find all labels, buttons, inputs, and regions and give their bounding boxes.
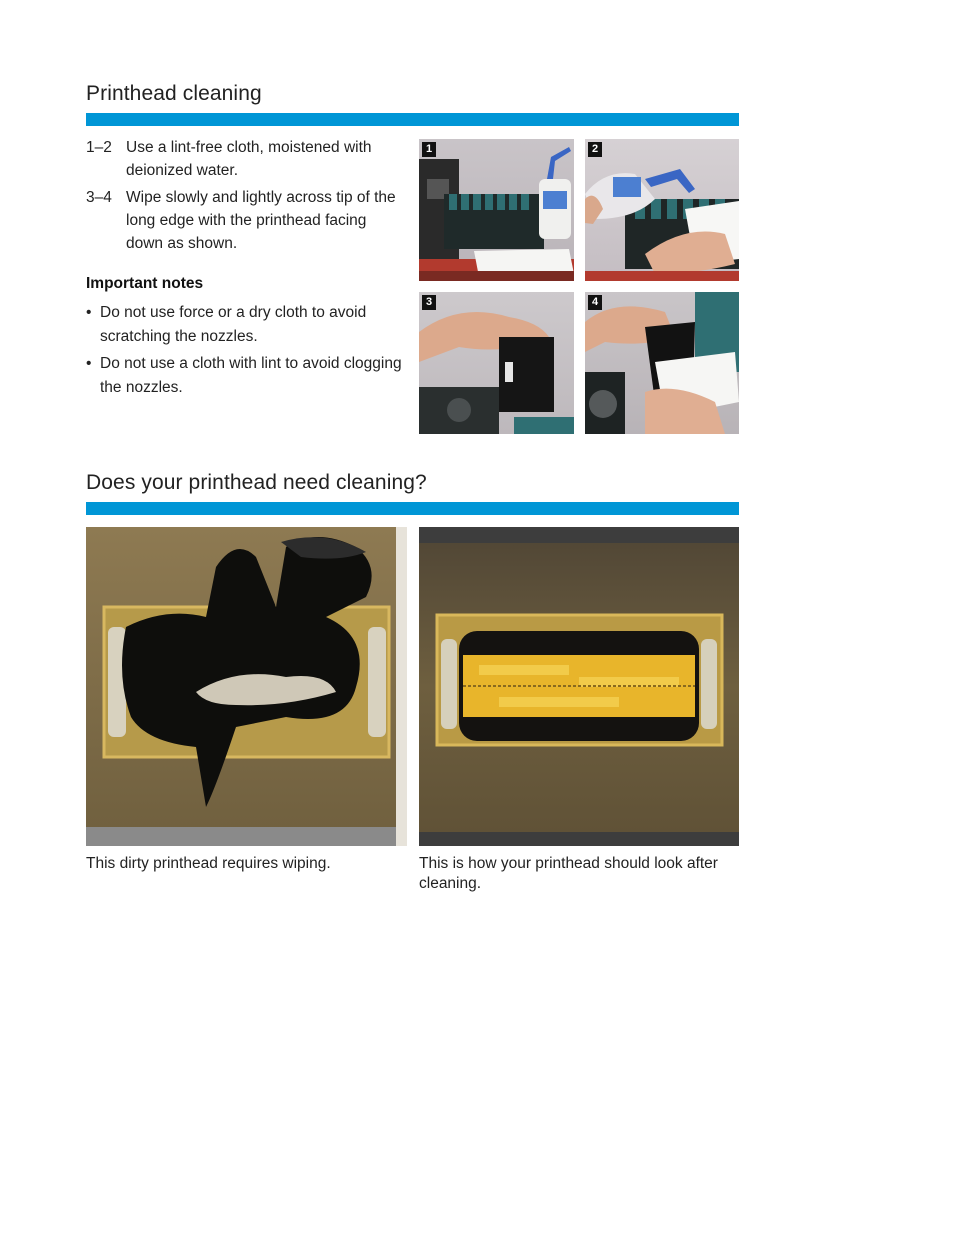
note-text: Do not use force or a dry cloth to avoid scratching the nozzles.	[100, 304, 367, 345]
wipe-printhead-photo	[585, 292, 739, 434]
section-divider-bar	[86, 113, 739, 126]
step-photo-1	[419, 139, 574, 281]
hand-printhead-photo	[419, 292, 574, 434]
section-title-printhead-check: Does your printhead need cleaning?	[86, 471, 427, 494]
caption-clean-printhead: This is how your printhead should look after cleaning.	[419, 855, 718, 892]
step-text: Wipe slowly and lightly across tip of the long edge with the printhead facing down as shown.	[126, 189, 396, 252]
clean-printhead-icon	[419, 527, 739, 846]
bullet-icon: •	[86, 355, 92, 372]
dirty-printhead-icon	[86, 527, 407, 846]
note-text: Do not use a cloth with lint to avoid clogging the nozzles.	[100, 355, 402, 396]
cloth-moisten-photo	[585, 139, 739, 281]
step-photo-4	[585, 292, 739, 434]
bullet-icon: •	[86, 304, 92, 321]
step-photo-3	[419, 292, 574, 434]
step-text: Use a lint-free cloth, moistened with deionized water.	[126, 139, 372, 179]
photo-badge: 4	[588, 295, 602, 310]
clean-printhead-photo	[419, 527, 739, 846]
section-divider-bar	[86, 502, 739, 515]
step-1-2	[86, 136, 404, 182]
step-photo-2	[585, 139, 739, 281]
photo-badge: 2	[588, 142, 602, 157]
step-number: 3–4	[86, 189, 112, 206]
important-notes-heading: Important notes	[86, 275, 204, 292]
photo-badge: 3	[422, 295, 436, 310]
dirty-printhead-photo	[86, 527, 407, 846]
photo-badge: 1	[422, 142, 436, 157]
note-item	[86, 352, 406, 399]
step-number: 1–2	[86, 139, 112, 156]
printer-bottle-photo	[419, 139, 574, 281]
section-title-printhead-cleaning: Printhead cleaning	[86, 82, 262, 105]
caption-dirty-printhead: This dirty printhead requires wiping.	[86, 855, 331, 872]
note-item	[86, 301, 406, 348]
step-3-4	[86, 186, 404, 255]
